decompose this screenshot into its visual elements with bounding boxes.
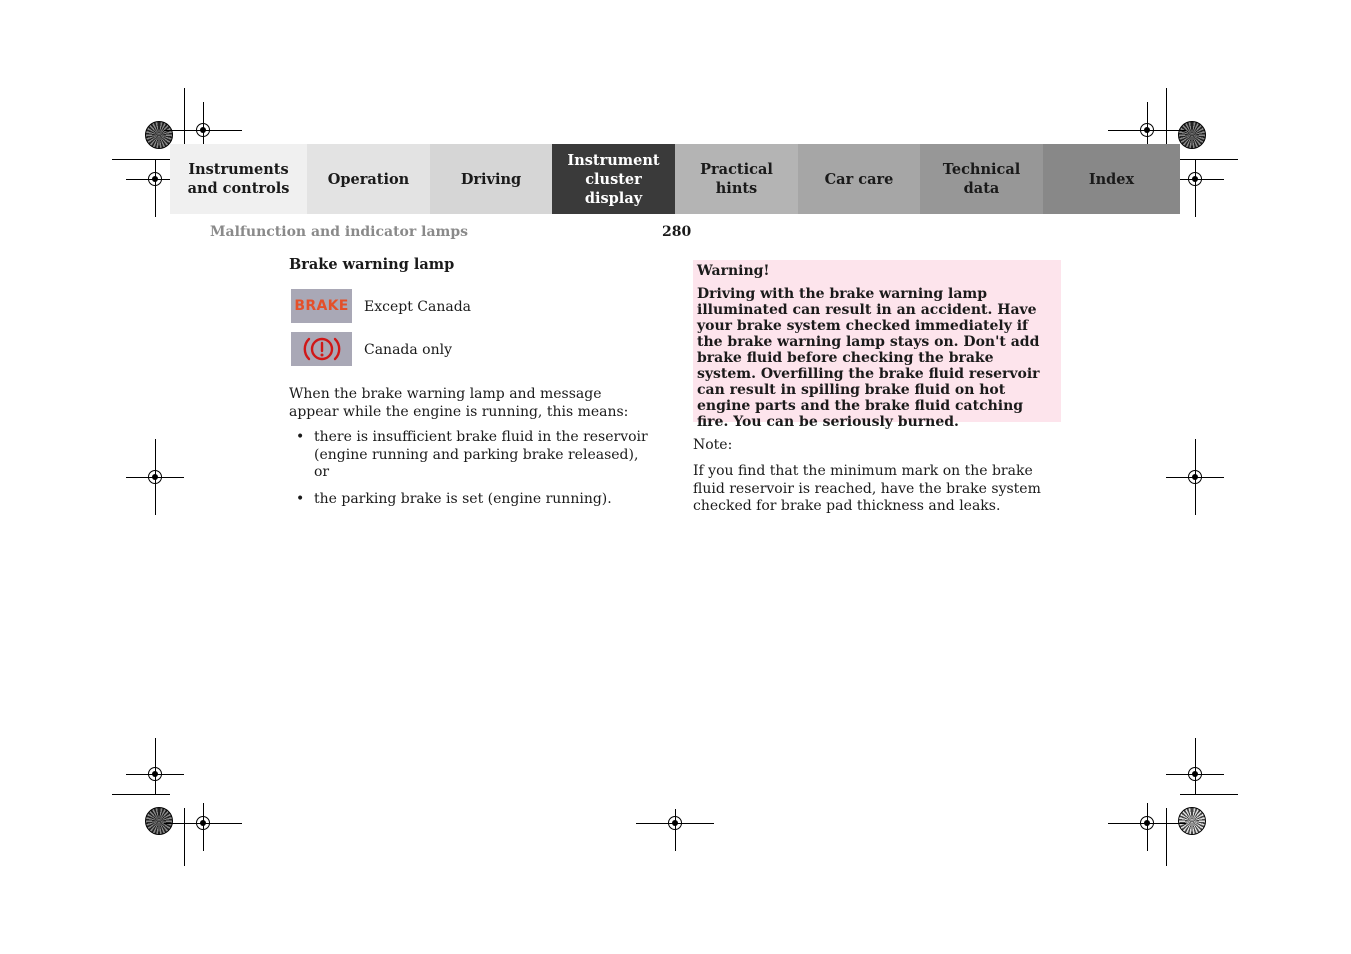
lamp-label-except-canada: Except Canada bbox=[364, 299, 472, 315]
tab-technical-data[interactable]: Technical data bbox=[920, 144, 1043, 214]
warning-text: Driving with the brake warning lamp illuminated can result in an accident. Have your brake system checked immediately if the brake warning lamp stays on. Don't add brake fluid before checking the brake system. Overfilling the brake fluid reservoir can result in spilling brake fluid on hot engine parts and the brake fluid catching fire. You can be seriously burned. bbox=[697, 286, 1040, 430]
color-rosette-icon bbox=[145, 807, 173, 835]
list-item-text: there is insufficient brake fluid in the reservoir (engine running and parking brake released), or bbox=[314, 429, 648, 480]
list-item-text: the parking brake is set (engine running). bbox=[314, 490, 612, 507]
color-rosette-icon bbox=[1178, 807, 1206, 835]
meaning-list bbox=[289, 429, 649, 517]
tab-instrument-cluster-display[interactable]: Instrument cluster display bbox=[552, 144, 675, 214]
section-title: Malfunction and indicator lamps bbox=[210, 224, 469, 240]
page-number: 280 bbox=[662, 224, 692, 240]
warning-box bbox=[693, 260, 1061, 430]
list-item bbox=[289, 429, 649, 482]
chapter-navigation bbox=[170, 144, 1180, 214]
note-label: Note: bbox=[693, 437, 733, 453]
color-rosette-icon bbox=[145, 121, 173, 149]
tab-practical-hints[interactable]: Practical hints bbox=[675, 144, 798, 214]
lamp-label-canada-only: Canada only bbox=[364, 342, 453, 358]
brake-lamp-text: BRAKE bbox=[294, 298, 349, 314]
bullet-icon: • bbox=[296, 429, 305, 445]
tab-operation[interactable]: Operation bbox=[307, 144, 430, 214]
brake-circle-exclamation-icon bbox=[291, 332, 352, 366]
tab-instruments-and-controls[interactable]: Instruments and controls bbox=[170, 144, 307, 214]
color-rosette-icon bbox=[1178, 121, 1206, 149]
heading-brake-warning-lamp: Brake warning lamp bbox=[289, 256, 455, 273]
bullet-icon: • bbox=[296, 490, 305, 507]
note-text: If you find that the minimum mark on the brake fluid reservoir is reached, have the brake system checked for brake pad thickness and leaks. bbox=[693, 463, 1041, 514]
brake-text-lamp-icon bbox=[291, 289, 352, 323]
tab-index[interactable]: Index bbox=[1043, 144, 1180, 214]
list-item bbox=[289, 491, 649, 509]
tab-driving[interactable]: Driving bbox=[430, 144, 552, 214]
warning-title: Warning! bbox=[697, 263, 770, 279]
intro-paragraph: When the brake warning lamp and message appear while the engine is running, this means: bbox=[289, 386, 629, 420]
tab-car-care[interactable]: Car care bbox=[798, 144, 920, 214]
